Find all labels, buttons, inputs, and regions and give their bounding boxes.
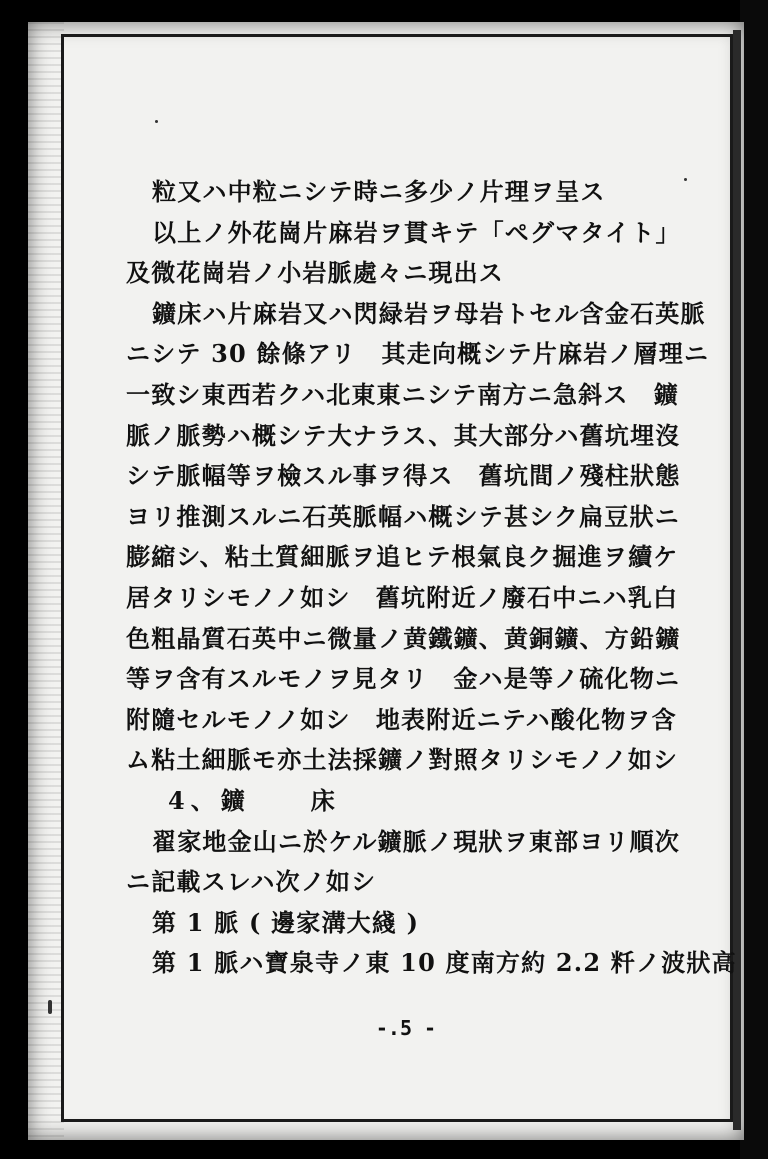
text-line: 居タリシモノノ如シ 舊坑附近ノ廢石中ニハ乳白 (126, 582, 679, 612)
text-line: 脈ノ脈勢ハ概シテ大ナラス、其大部分ハ舊坑埋沒 (126, 420, 681, 450)
text-line: シテ脈幅等ヲ檢スル事ヲ得ス 舊坑間ノ殘柱狀態 (126, 461, 681, 491)
text-line: 第 1 脈ハ寶泉寺ノ東 10 度南方約 2.2 粁ノ波狀高 (152, 948, 737, 978)
text-line: ム粘土細脈モ亦土法採鑛ノ對照タリシモノノ如シ (126, 745, 679, 775)
page-number: -.5 - (375, 1016, 437, 1040)
text-line: 附隨セルモノノ如シ 地表附近ニテハ酸化物ヲ含 (126, 704, 677, 734)
text-line: 翟家地金山ニ於ケル鑛脈ノ現狀ヲ東部ヨリ順次 (152, 826, 680, 856)
text-line: ニシテ 30 餘條アリ 其走向概シテ片麻岩ノ層理ニ (126, 339, 710, 369)
text-line: 膨縮シ、粘土質細脈ヲ追ヒテ根氣良ク掘進ヲ續ケ (126, 542, 679, 572)
text-line: 等ヲ含有スルモノヲ見タリ 金ハ是等ノ硫化物ニ (126, 664, 681, 694)
text-line: 及微花崗岩ノ小岩脈處々ニ現出ス (126, 258, 504, 288)
text-line: 第 1 脈 ( 邊家溝大綫 ) (152, 907, 420, 937)
text-line: 鑛床ハ片麻岩又ハ閃緑岩ヲ母岩トセル含金石英脈 (152, 298, 706, 328)
dust-speck (155, 120, 158, 123)
dust-speck (48, 1000, 52, 1014)
text-line: ニ記載スレハ次ノ如シ (126, 867, 377, 897)
document-body (126, 172, 737, 984)
text-line: 一致シ東西若クハ北東東ニシテ南方ニ急斜ス 鑛 (126, 379, 679, 409)
section-heading: 4、鑛 床 (168, 785, 341, 815)
text-line: 粒又ハ中粒ニシテ時ニ多少ノ片理ヲ呈ス (152, 177, 606, 206)
text-line: 色粗晶質石英中ニ微量ノ黄鐵鑛、黄銅鑛、方鉛鑛 (126, 623, 681, 653)
text-line: 以上ノ外花崗片麻岩ヲ貫キテ「ペグマタイト」 (152, 217, 681, 247)
text-line: ヨリ推測スルニ石英脈幅ハ概シテ甚シク扁豆狀ニ (126, 501, 680, 531)
scan-background (740, 0, 768, 1159)
